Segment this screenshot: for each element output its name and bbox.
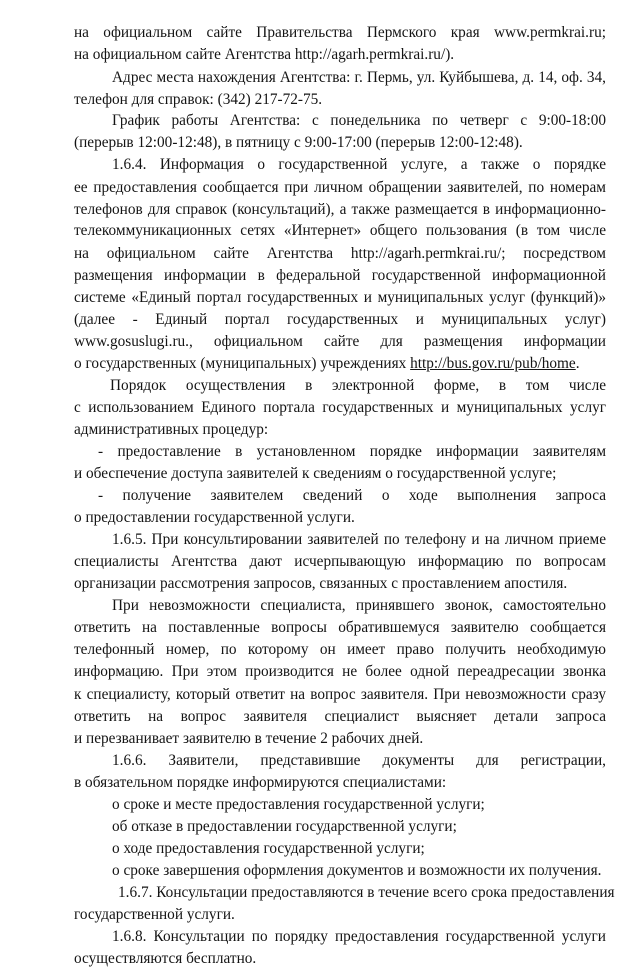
text-line: www.gosuslugi.ru., официальном сайте для размещения информации: [74, 333, 606, 350]
text-line: [74, 353, 606, 375]
text-line: ответить на поставленные вопросы обратившемуся заявителю сообщается: [74, 619, 606, 636]
text-line: (далее - Единый портал государственных и муниципальных услуг): [74, 311, 606, 328]
text-line: в обязательном порядке информируются специалистами:: [74, 774, 447, 791]
text-line: информацию. При этом производится не более одной переадресации звонка: [74, 663, 606, 680]
text-line: ответить на вопрос заявителя специалист выясняет детали запроса: [74, 708, 606, 725]
list-item: - предоставление в установленном порядке информации заявителям: [98, 443, 606, 460]
text-line: телекоммуникационных сетях «Интернет» общего пользования (в том числе: [74, 222, 606, 239]
text-line: размещения информации в федеральной государственной информационной: [74, 267, 606, 284]
text-line: о предоставлении государственной услуги.: [74, 509, 355, 526]
text-line: 1.6.8. Консультации по порядку предоставления государственной услуги: [112, 928, 606, 945]
text-line: на официальном сайте Агентства http://agarh.permkrai.ru/).: [74, 46, 455, 63]
text-span: .: [575, 355, 580, 372]
text-line: системе «Единый портал государственных и муниципальных услуг (функций)»: [74, 289, 606, 306]
text-line: телефонный номер, по которому он имеет право получить необходимую: [74, 641, 606, 658]
text-line: Адрес места нахождения Агентства: г. Пермь, ул. Куйбышева, д. 14, оф. 34,: [112, 69, 606, 86]
bus-gov-link[interactable]: http://bus.gov.ru/pub/home: [410, 355, 576, 372]
text-line: специалисты Агентства дают исчерпывающую информацию по вопросам: [74, 553, 606, 570]
text-line: и обеспечение доступа заявителей к сведениям о государственной услуге;: [74, 465, 557, 482]
list-item: об отказе в предоставлении государственной услуги;: [112, 818, 457, 835]
list-item: о сроке завершения оформления документов и возможности их получения.: [112, 862, 602, 879]
list-item: - получение заявителем сведений о ходе выполнения запроса: [98, 487, 606, 504]
text-line: телефонов для справок (консультаций), а также размещается в информационно-: [74, 201, 606, 218]
text-line: к специалисту, который ответит на вопрос заявителя. При невозможности сразу: [74, 686, 606, 703]
paragraph-1-6-7: 1.6.7. Консультации предоставляются в течение всего срока предоставления: [118, 884, 615, 901]
text-span: о государственных (муниципальных) учреждениях: [74, 355, 411, 372]
list-item: о сроке и месте предоставления государственной услуги;: [112, 796, 485, 813]
text-line: государственной услуги.: [74, 906, 235, 923]
text-line: ее предоставления сообщается при личном обращении заявителей, по номерам: [74, 179, 606, 196]
text-line: организации рассмотрения запросов, связанных с проставлением апостиля.: [74, 575, 568, 592]
text-line: При невозможности специалиста, принявшего звонок, самостоятельно: [112, 597, 606, 614]
text-line: График работы Агентства: с понедельника по четверг с 9:00-18:00: [112, 112, 606, 129]
text-line: с использованием Единого портала государственных и муниципальных услуг: [74, 399, 606, 416]
text-line: и перезванивает заявителю в течение 2 рабочих дней.: [74, 730, 424, 747]
text-line: (перерыв 12:00-12:48), в пятницу с 9:00-17:00 (перерыв 12:00-12:48).: [74, 134, 523, 151]
text-line: на официальном сайте Правительства Пермского края www.permkrai.ru;: [74, 24, 606, 41]
text-line: осуществляются бесплатно.: [74, 950, 257, 967]
text-line: административных процедур:: [74, 421, 269, 438]
list-item: о ходе предоставления государственной услуги;: [112, 840, 425, 857]
paragraph-1-6-6: 1.6.6. Заявители, представившие документы для регистрации,: [112, 752, 606, 769]
text-line: на официальном сайте Агентства http://agarh.permkrai.ru/; посредством: [74, 245, 606, 262]
paragraph-1-6-5: 1.6.5. При консультировании заявителей по телефону и на личном приеме: [112, 531, 606, 548]
text-line: телефон для справок: (342) 217-72-75.: [74, 91, 323, 108]
text-line: Порядок осуществления в электронной форме, в том числе: [110, 377, 606, 394]
paragraph-1-6-4: 1.6.4. Информация о государственной услуге, а также о порядке: [112, 156, 606, 173]
